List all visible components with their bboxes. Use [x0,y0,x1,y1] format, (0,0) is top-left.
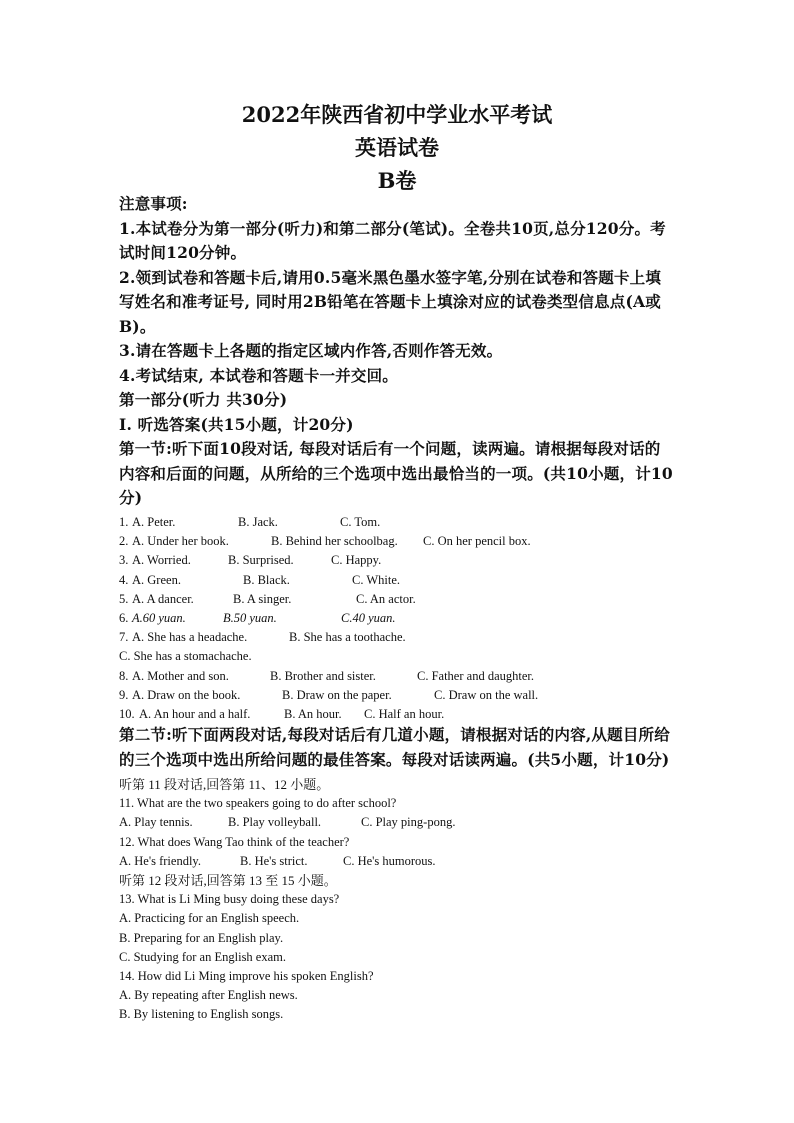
option-line: C. Studying for an English exam. [119,949,286,964]
notice-heading: 注意事项: [119,194,188,213]
question-stem: 11. What are the two speakers going to do after school? [119,796,397,811]
question-row: 9. A. Draw on the book. B. Draw on the paper. C. Draw on the wall. [119,687,539,702]
question-stem: 14. How did Li Ming improve his spoken English? [119,968,374,983]
option-line: A. Practicing for an English speech. [119,911,300,926]
question-stem: 12. What does Wang Tao think of the teacher? [119,834,350,849]
question-row: 3. A. Worried. B. Surprised. C. Happy. [119,553,382,568]
exam-subtitle: 英语试卷 [355,135,439,160]
option-line: B. Preparing for an English play. [119,930,284,945]
part1-heading: 第一部分(听力 共30分) [119,390,288,409]
question-row: 5. A. A dancer. B. A singer. C. An actor. [119,591,416,606]
option-line: B. By listening to English songs. [119,1007,284,1022]
notice-item-3: 3.请在答题卡上各题的指定区域内作答,否则作答无效。 [119,341,503,360]
section-heading: I. 听选答案(共15小题，计20分) [119,414,354,434]
question-row: 4. A. Green. B. Black. C. White. [119,572,401,587]
exam-title: 2022年陕西省初中学业水平考试 [241,102,553,127]
dialogue-label: 听第 11 段对话,回答第 11、12 小题。 [119,777,330,792]
section2-instructions: 第二节:听下面两段对话,每段对话后有几道小题，请根据对话的内容,从题目所给的三个选项中选出所给问题的最佳答案。每段对话读两遍。(共5小题，计10分) [119,725,670,769]
dialogue-label: 听第 12 段对话,回答第 13 至 15 小题。 [119,872,337,888]
notice-item-1: 1.本试卷分为第一部分(听力)和第二部分(笔试)。全卷共10页,总分120分。考试时间120分钟。 [119,218,666,262]
notice-item-4: 4.考试结束, 本试卷和答题卡一并交回。 [119,365,398,385]
question-row: 8. A. Mother and son. B. Brother and sister. C. Father and daughter. [119,668,534,683]
notice-item-2: 2.领到试卷和答题卡后,请用0.5毫米黑色墨水签字笔,分别在试卷和答题卡上填写姓名和准考证号, 同时用2B铅笔在答题卡上填涂对应的试卷类型信息点(A或B)。 [119,267,662,336]
question-stem: 13. What is Li Ming busy doing these days? [119,892,340,907]
section2-questions [119,775,675,1024]
question-row: C. She has a stomachache. [119,649,252,664]
section1-questions [119,513,675,724]
question-row: 10. A. An hour and a half. B. An hour. C. Half an hour. [119,706,445,721]
question-row: 6. A.60 yuan. B.50 yuan. C.40 yuan. [119,610,396,625]
question-row: 2. A. Under her book. B. Behind her schoolbag. C. On her pencil box. [119,534,531,549]
notice-section [119,192,675,511]
paper-type: B卷 [377,168,417,193]
option-line: A. By repeating after English news. [119,988,298,1003]
question-row: 7. A. She has a headache. B. She has a toothache. [119,630,406,645]
question-row: A. He's friendly. B. He's strict. C. He's humorous. [119,853,436,868]
question-row: A. Play tennis. B. Play volleyball. C. Play ping-pong. [119,815,456,830]
section1-instructions: 第一节:听下面10段对话, 每段对话后有一个问题，读两遍。请根据每段对话的内容和后面的问题，从所给的三个选项中选出最恰当的一项。(共10小题，计10分) [119,439,673,507]
question-row: 1. A. Peter. B. Jack. C. Tom. [119,515,381,529]
